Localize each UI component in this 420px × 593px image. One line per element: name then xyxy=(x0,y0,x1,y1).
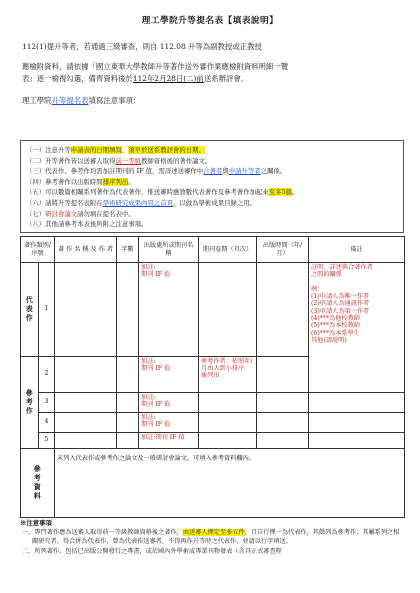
header-volume: 期刊卷期（頁次） xyxy=(199,237,257,263)
intro-line-1: 112(1)提升等者，若通過三級審查，則自 112.08 升等為副教授或正教授 xyxy=(22,42,262,51)
note-4: （四）參考著作以出版時間排序列出。 xyxy=(26,177,135,186)
header-remarks: 備註 xyxy=(309,237,405,263)
remarks-cell[interactable] xyxy=(309,413,405,433)
header-date: 出版時間（年/月） xyxy=(257,237,309,263)
reference-label-cell xyxy=(21,357,39,449)
row-number: 2 xyxy=(39,357,55,393)
row-number: 1 xyxy=(39,263,55,357)
header-author: 著 作 名 稱 及 作 者 xyxy=(55,237,117,263)
table-row xyxy=(21,413,405,433)
words-cell[interactable] xyxy=(117,263,139,357)
checklist-title-part1: 國立東華大學教師升等著作送外審作業應檢附資料明細一覽 xyxy=(95,62,289,71)
table-row xyxy=(21,433,405,449)
reference-material-label-cell xyxy=(21,449,55,518)
publisher-cell[interactable]: 加註: 期刊 IF 值 xyxy=(139,357,199,393)
words-cell[interactable] xyxy=(117,413,139,433)
publisher-cell[interactable]: 加註:期刊 IF 值 xyxy=(139,433,199,449)
publisher-cell[interactable]: 加註: 期刊 IF 值 xyxy=(139,413,199,433)
footer-item-2: 二、所列著作，包括已出版公開發行之專書，或於國內外學術或專業刊物發表（含具正式審查程 xyxy=(22,547,282,555)
volume-cell[interactable] xyxy=(199,263,257,357)
footer-heading: ※注意事項 xyxy=(20,519,52,527)
volume-cell[interactable] xyxy=(199,413,257,433)
words-cell[interactable] xyxy=(117,357,139,393)
footer-notes xyxy=(20,519,404,556)
row-number: 4 xyxy=(39,413,55,433)
note-1: （一）注意升等申請表的日期填寫，須早於送系教評會的日期。 xyxy=(26,146,205,154)
table-row xyxy=(21,263,405,357)
note-6: （六）請將升等提名表附在學術研究成果內頁之首頁，以做為學術成果目錄之用。 xyxy=(26,198,257,207)
footer-item-1: 一、專門著作應為送審人取得前一等級教師資格後之著作，由送審人擇定至多五件，且自行擇一為代表作，其餘列為參考作；其屬系列之相關研究者，得合併為代表作，曾為代表作送審者，不得再作升等時之代表作，並請以行字填送。 xyxy=(22,529,400,546)
author-cell[interactable] xyxy=(55,413,117,433)
reference-material-row xyxy=(21,449,405,518)
notes-box xyxy=(20,140,404,233)
deadline-date: 112年2月28日(二)前 xyxy=(132,74,204,83)
intro-line-4 xyxy=(22,95,402,107)
table-header-row xyxy=(21,237,405,263)
words-cell[interactable] xyxy=(117,393,139,413)
date-cell[interactable] xyxy=(257,263,309,357)
nomination-form-link[interactable]: 升等提名表 xyxy=(51,96,89,105)
page-title: 理工學院升等提名表【填表說明】 xyxy=(141,16,279,26)
remarks-cell[interactable] xyxy=(309,433,405,449)
intro-line-4a: 理工學院 xyxy=(22,96,52,105)
reference-material-text[interactable]: 未列入代表作或參考作之論文及一般研討會論文、可填入參考資料欄內。 xyxy=(55,449,405,518)
representative-label: 代表作 xyxy=(25,296,35,323)
representative-label-cell xyxy=(21,263,39,357)
table-row xyxy=(21,393,405,413)
intro-line-2 xyxy=(22,61,402,73)
date-cell[interactable] xyxy=(257,433,309,449)
note-2: （二）升等著作皆以送審人取得前一等級教師資格後的著作論文。 xyxy=(26,156,212,165)
checklist-title-part2: 表 xyxy=(22,74,30,83)
header-category: 著作類別/序號 xyxy=(21,237,55,263)
author-cell[interactable] xyxy=(55,433,117,449)
reference-material-label: 參考資料 xyxy=(33,465,43,501)
date-cell[interactable] xyxy=(257,413,309,433)
reference-label: 參考作 xyxy=(25,389,35,416)
note-7: （七）研討會論文請勿填在提名表中。 xyxy=(26,209,135,218)
publisher-cell[interactable]: 加註: 期刊 IF 值 xyxy=(139,393,199,413)
intro-line-3 xyxy=(22,73,402,85)
remarks-cell[interactable]: 註明：詳述與合著作者 之間的關係 例： (1)申請人為唯一作者 (2)申請人為通訊作者 (3)申請人為第一作者 (4)***為他校教師 (5)***為本校教師 (6)***為本系學生 其他(請說明) xyxy=(309,263,405,393)
author-cell[interactable] xyxy=(55,263,117,357)
volume-cell[interactable] xyxy=(199,433,257,449)
note-8: （八）其他請參考本表後所附之注意事項。 xyxy=(26,220,148,229)
volume-cell[interactable]: 參考作者：依照年/ 月由大到小排序 後列出 xyxy=(199,357,257,393)
row-number: 5 xyxy=(39,433,55,449)
header-words: 字數 xyxy=(117,237,139,263)
intro-line-2a: 應檢附資料，請依據「 xyxy=(22,62,96,71)
intro-line-4c: 填寫注意事項： xyxy=(88,96,141,105)
words-cell[interactable] xyxy=(117,433,139,449)
note-3: （三）代表作、參考作均需加註期刊的 IF 值，需詳述送審作中合著者與申請升等者之關係。 xyxy=(26,167,287,176)
date-cell[interactable] xyxy=(257,393,309,413)
remarks-cell[interactable] xyxy=(309,393,405,413)
author-cell[interactable] xyxy=(55,393,117,413)
header-publisher: 出版處所或期刊名稱 xyxy=(139,237,199,263)
row-number: 3 xyxy=(39,393,55,413)
date-cell[interactable] xyxy=(257,357,309,393)
intro-line-3d: 送系辦評會。 xyxy=(203,74,249,83)
author-cell[interactable] xyxy=(55,357,117,393)
nomination-table xyxy=(20,236,405,518)
note-5: （五）可以數篇相關系列著作為代表著作，惟送審時應敘數代表著作及參考著作加起來至多5篇。 xyxy=(26,188,299,197)
intro-line-3b: 」逐一檢視勾選，備齊資料後於 xyxy=(29,74,133,83)
volume-cell[interactable] xyxy=(199,393,257,413)
publisher-cell[interactable]: 加註: 期刊 IF 值 xyxy=(139,263,199,357)
